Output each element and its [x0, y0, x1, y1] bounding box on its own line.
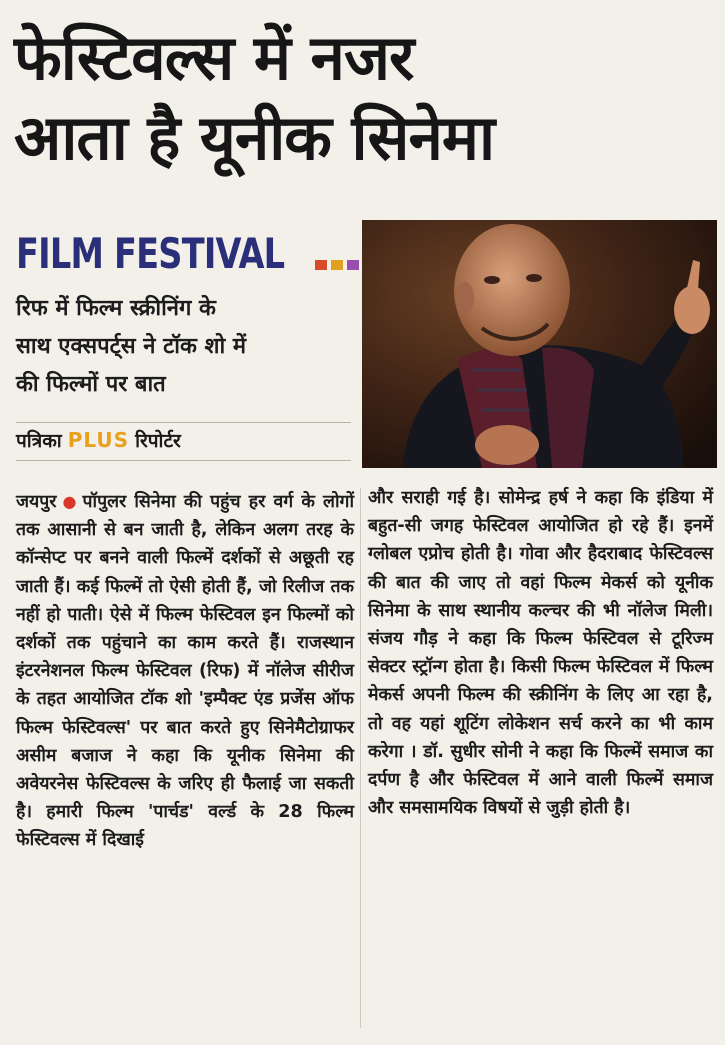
byline-suffix: रिपोर्टर: [135, 430, 181, 452]
headline-line-2: आता है यूनीक सिनेमा: [14, 101, 494, 174]
byline: [16, 424, 181, 456]
headline: [14, 18, 714, 178]
tag-dot: [347, 260, 359, 270]
tag-dot: [315, 260, 327, 270]
subhead-line-3: की फिल्मों पर बात: [16, 372, 166, 397]
column-divider: [360, 488, 361, 1028]
article-column-1: [16, 488, 354, 855]
subheadline: [16, 290, 346, 404]
column-2-text: और सराही गई है। सोमेन्द्र हर्ष ने कहा कि इंडिया में बहुत-सी जगह फेस्टिवल आयोजित हो रहे हैं। इनमें ग्लोबल एप्रोच होती है। गोवा और हैदराबाद फेस्टिवल्स की बात की जाए तो वहां फिल्म मेकर्स को यूनीक सिनेमा के साथ स्थानीय कल्चर की भी नॉलेज मिली। संजय गौड़ ने कहा कि फिल्म फेस्टिवल से टूरिज्म सेक्टर स्ट्रॉन्ग होता है। किसी फिल्म फेस्टिवल में फिल्म मेकर्स अपनी फिल्म की स्क्रीनिंग के लिए आ रहा है, तो वह यहां शूटिंग लोकेशन सर्च करने का भी काम करेगा । डॉ. सुधीर सोनी ने कहा कि फिल्में समाज का दर्पण है और फेस्टिवल में आने वाली फिल्में समाज और समसामयिक विषयों से जुड़ी होती है।: [368, 488, 713, 819]
article-column-2: [368, 484, 713, 822]
subhead-line-1: रिफ में फिल्म स्क्रीनिंग के: [16, 296, 216, 321]
dateline: जयपुर: [16, 492, 57, 512]
byline-plus-logo: PLUS: [67, 428, 130, 452]
byline-prefix: पत्रिका: [16, 430, 62, 452]
section-tag-label: FILM FESTIVAL: [16, 229, 285, 278]
dateline-bullet-icon: ●: [60, 492, 79, 511]
column-1-text: पॉपुलर सिनेमा की पहुंच हर वर्ग के लोगों तक आसानी से बन जाती है, लेकिन अलग तरह के कॉन्सेप्ट पर बनने वाली फिल्में दर्शकों से अछूती रह जाती हैं। कई फिल्में तो ऐसी होती हैं, जो रिलीज तक नहीं हो पाती। ऐसे में फिल्म फेस्टिवल इन फिल्मों को दर्शकों तक पहुंचाने का काम करते हैं। राजस्थान इंटरनेशनल फिल्म फेस्टिवल (रिफ) में नॉलेज सीरीज के तहत आयोजित टॉक शो 'इम्पैक्ट एंड प्रजेंस ऑफ फिल्म फेस्टिवल्स' पर बात करते हुए सिनेमैटोग्राफर असीम बजाज ने कहा कि यूनीक सिनेमा की अवेयरनेस फेस्टिवल्स के जरिए ही फैलाई जा सकती है। हमारी फिल्म 'पार्चड' वर्ल्ड के 28 फिल्म फेस्टिवल्स में दिखाई: [16, 492, 354, 851]
byline-rule-bottom: [16, 460, 351, 461]
section-tag: [16, 224, 391, 278]
speaker-photo-illustration: [362, 220, 717, 468]
speaker-photo: [362, 220, 717, 468]
headline-line-1: फेस्टिवल्स में नजर: [14, 21, 414, 94]
byline-rule-top: [16, 422, 351, 423]
subhead-line-2: साथ एक्सपर्ट्स ने टॉक शो में: [16, 334, 246, 359]
tag-dot: [331, 260, 343, 270]
